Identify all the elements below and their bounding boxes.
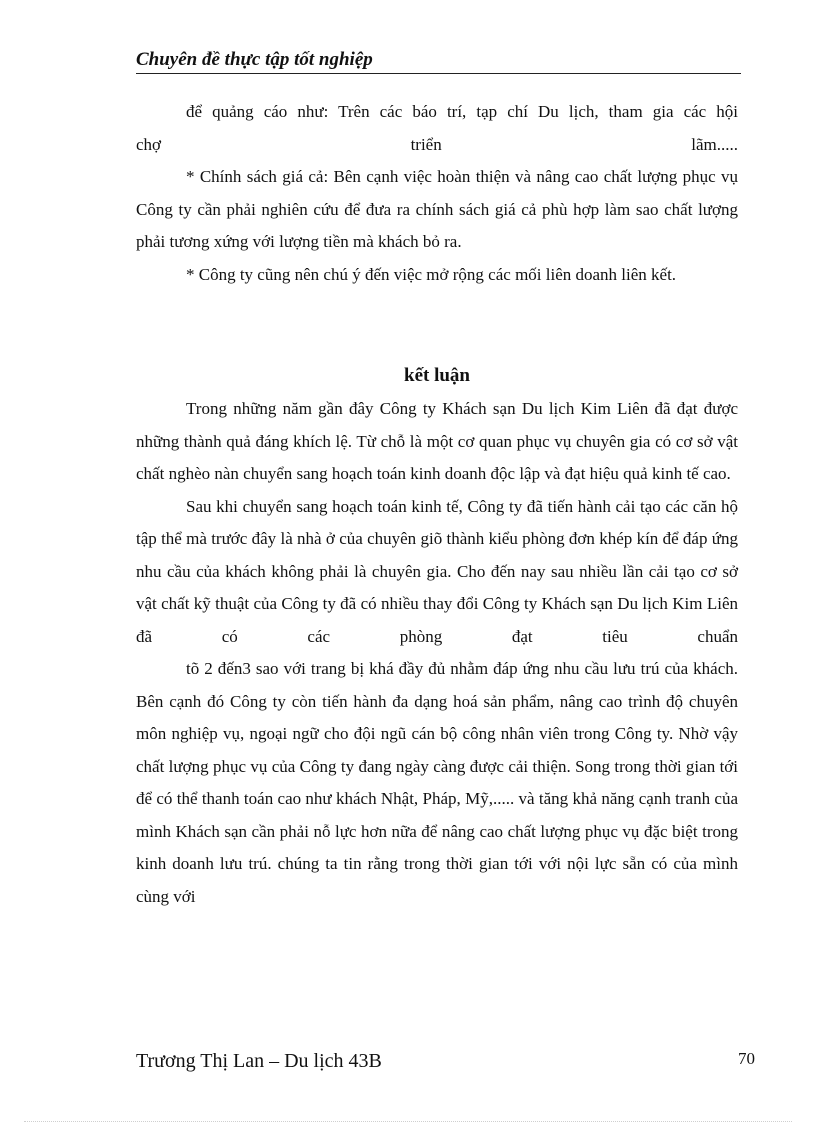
page-number: 70 [738,1049,755,1068]
paragraph-pricing-policy: * Chính sách giá cả: Bên cạnh việc hoàn thiện và nâng cao chất lượng phục vụ Công ty cần phải nghiên cứu để đưa ra chính sách giá cả phù hợp làm sao chất lượng phải tương xứng với lượng tiền mà khách bỏ ra. [136,167,738,251]
paragraph-advertising: để quảng cáo như: Trên các báo trí, tạp chí Du lịch, tham gia các hội [186,102,738,121]
page-bottom-divider [24,1121,792,1122]
footer-author: Trương Thị Lan – Du lịch 43B [136,1050,382,1072]
section-heading-conclusion: kết luận [404,365,470,386]
conclusion-paragraph-1: Trong những năm gần đây Công ty Khách sạn Du lịch Kim Liên đã đạt được những thành quả đáng khích lệ. Từ chỗ là một cơ quan phục vụ chuyên gia có cơ sở vật chất nghèo nàn chuyển sang hoạch toán kinh doanh độc lập và đạt hiệu quả kinh tế cao. [136,399,738,483]
paragraph-joint-ventures: * Công ty cũng nên chú ý đến việc mở rộng các mối liên doanh liên kết. [186,264,677,284]
document-body [136,96,738,913]
conclusion-paragraph-3: tõ 2 đến3 sao với trang bị khá đầy đủ nhằm đáp ứng nhu cầu lưu trú của khách. Bên cạnh đó Công ty còn tiến hành đa dạng hoá sản phẩm, nâng cao trình độ chuyên môn nghiệp vụ, ngoại ngữ cho đội ngũ cán bộ công nhân viên trong Công ty. Nhờ vậy chất lượng phục vụ của Công ty đang ngày càng được cải thiện. Song trong thời gian tới để có thể thanh toán cao như khách Nhật, Pháp, Mỹ,..... và tăng khả năng cạnh tranh của mình Khách sạn cần phải nỗ lực hơn nữa để nâng cao chất lượng phục vụ đặc biệt trong kinh doanh lưu trú. chúng ta tin rằng trong thời gian tới với nội lực sẵn có của mình cùng với [136,659,738,906]
paragraph-advertising-end: chợ triển lãm..... [136,134,738,154]
header-title: Chuyên đề thực tập tốt nghiệp [136,49,373,70]
conclusion-paragraph-2: Sau khi chuyển sang hoạch toán kinh tế, Công ty đã tiến hành cải tạo các căn hộ tập thể mà trước đây là nhà ở của chuyên giõ thành kiểu phòng đơn khép kín để đáp ứng nhu cầu của khách không phải là chuyên gia. Cho đến nay sau nhiều lần cải tạo cơ sở vật chất kỹ thuật của Công ty đã có nhiều thay đổi Công ty Khách sạn Du lịch Kim Liên đã có các phòng đạt tiêu chuẩn [136,496,738,646]
page-header [136,49,741,74]
